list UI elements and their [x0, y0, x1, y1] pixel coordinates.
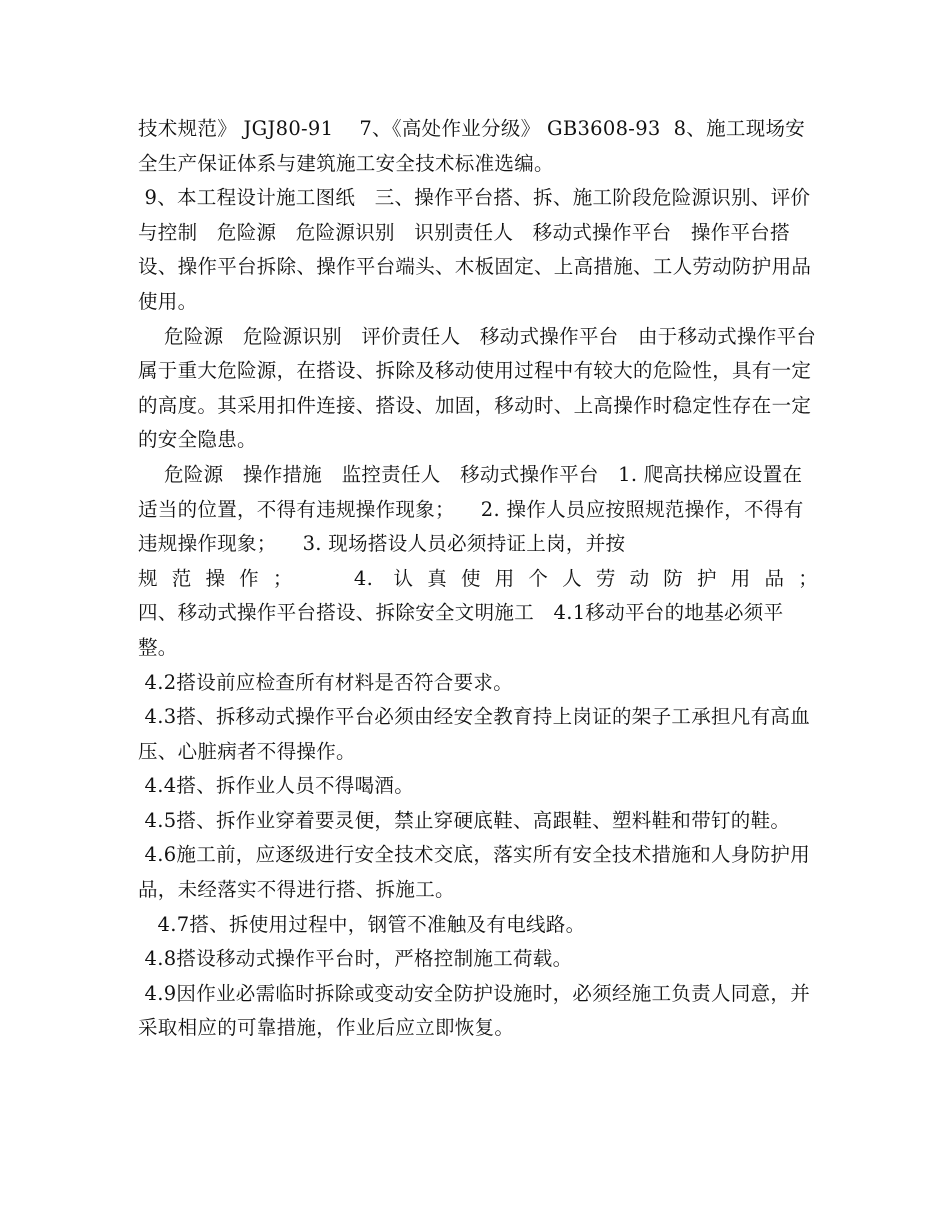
paragraph-operation-measures: 危险源 操作措施 监控责任人 移动式操作平台 1. 爬高扶梯应设置在适当的位置，不得有违规操作现象； 2. 操作人员应按照规范操作，不得有违规操作现象； 3. 现场搭设人员必须持证上岗，并按 [138, 462, 804, 556]
item-4-7: 4.7搭、拆使用过程中，钢管不准触及有电线路。 [138, 912, 586, 936]
item-4-5: 4.5搭、拆作业穿着要灵便，禁止穿硬底鞋、高跟鞋、塑料鞋和带钉的鞋。 [138, 808, 791, 832]
paragraph-protective-equipment: 规范操作； 4. 认真使用个人劳动防护用品； [138, 566, 818, 590]
item-4-8: 4.8搭设移动式操作平台时，严格控制施工荷载。 [138, 947, 573, 971]
paragraph-standards: 技术规范》 JGJ80-91 7、《高处作业分级》 GB3608-93 8、施工现场安全生产保证体系与建筑施工安全技术标准选编。 [138, 117, 806, 175]
item-4-6: 4.6施工前，应逐级进行安全技术交底，落实所有安全技术措施和人身防护用品，未经落实不得进行搭、拆施工。 [138, 843, 811, 902]
item-4-4: 4.4搭、拆作业人员不得喝酒。 [138, 774, 415, 798]
paragraph-hazard-identification: 9、本工程设计施工图纸 三、操作平台搭、拆、施工阶段危险源识别、评价与控制 危险源 危险源识别 识别责任人 移动式操作平台 操作平台搭设、操作平台拆除、操作平台端头、木板固定、上高措施、工人劳动防护用品使用。 [138, 186, 812, 313]
item-4-2: 4.2搭设前应检查所有材料是否符合要求。 [138, 670, 514, 694]
body-text [138, 112, 818, 1046]
section-heading-safety: 四、移动式操作平台搭设、拆除安全文明施工 4.1移动平台的地基必须平整。 [138, 601, 784, 659]
paragraph-hazard-evaluation: 危险源 危险源识别 评价责任人 移动式操作平台 由于移动式操作平台属于重大危险源，在搭设、拆除及移动使用过程中有较大的危险性，具有一定的高度。其采用扣件连接、搭设、加固，移动时、上高操作时稳定性存在一定的安全隐患。 [138, 324, 817, 452]
item-4-3: 4.3搭、拆移动式操作平台必须由经安全教育持上岗证的架子工承担凡有高血压、心脏病者不得操作。 [138, 705, 811, 763]
item-4-9: 4.9因作业必需临时拆除或变动安全防护设施时，必须经施工负责人同意，并采取相应的可靠措施，作业后应立即恢复。 [138, 981, 811, 1040]
